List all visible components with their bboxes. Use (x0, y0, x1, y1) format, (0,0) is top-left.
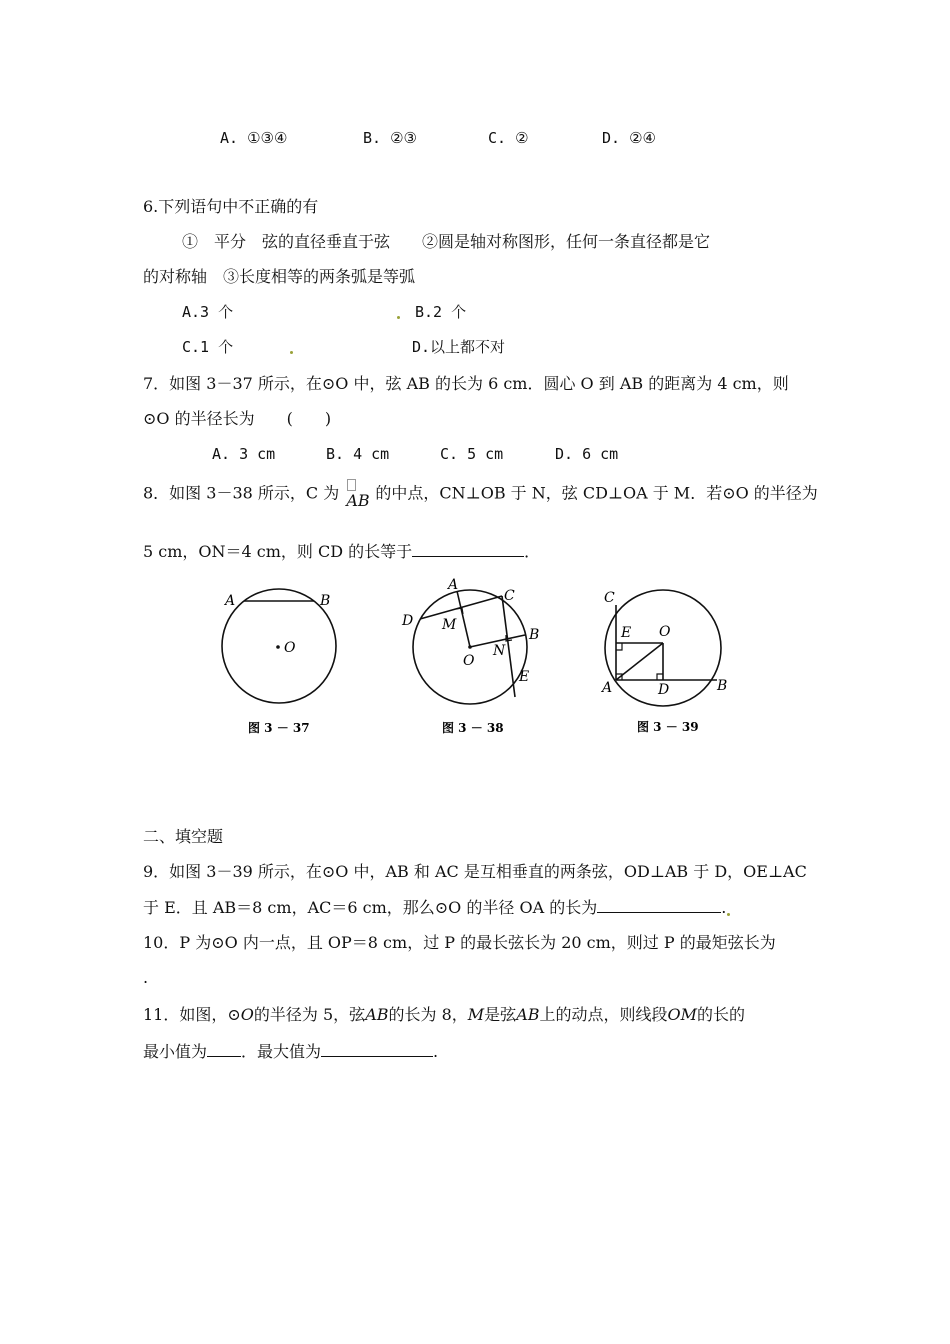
arc-ab-label: AB (346, 491, 370, 510)
label-e: E (621, 625, 632, 641)
label-o: O (284, 640, 296, 656)
q11-max-label: ．最大值为 (241, 1042, 322, 1061)
label-b: B (320, 593, 331, 609)
figure-3-39 (595, 573, 745, 740)
label-m: M (442, 617, 457, 633)
figure-3-37-caption: 图 3 － 37 (248, 721, 310, 735)
q7-option-c: C. 5 cm (440, 445, 504, 463)
q11-min-blank[interactable] (207, 1040, 241, 1057)
q10-stem-line1: 10．P 为⊙O 内一点，且 OP＝8 cm，过 P 的最长弦长为 20 cm，则过 P 的最矩弦长为 (143, 933, 776, 952)
q11-var-m: M (467, 1005, 485, 1024)
figure-3-37-drawing (210, 585, 360, 740)
q11-text: 是弦 (484, 1005, 517, 1024)
q10-stem-line2: . (143, 968, 149, 987)
q7-stem-line1: 7．如图 3－37 所示，在⊙O 中，弦 AB 的长为 6 cm．圆心 O 到 AB 的距离为 4 cm，则 (143, 374, 789, 393)
q11-period: . (433, 1042, 439, 1061)
section-title: 二、填空题 (143, 827, 224, 846)
q9-stem-line2-text: 于 E．且 AB＝8 cm，AC＝6 cm，那么⊙O 的半径 OA 的长为 (143, 898, 598, 917)
label-a: A (448, 577, 459, 593)
q9-answer-blank[interactable] (597, 896, 721, 913)
label-o: O (463, 653, 475, 669)
q11-text: 上的动点，则线段 (539, 1005, 668, 1024)
label-a: A (602, 680, 613, 696)
q7-option-b: B. 4 cm (326, 445, 390, 463)
label-a: A (225, 593, 236, 609)
label-n: N (493, 643, 506, 659)
q11-var-om: OM (667, 1005, 698, 1024)
figure-3-38 (398, 573, 548, 740)
label-d: D (658, 682, 670, 698)
speck-mark (397, 316, 400, 319)
q11-var-o: O (240, 1005, 254, 1024)
arc-ab-symbol (344, 479, 370, 509)
q11-var-ab: AB (365, 1005, 389, 1024)
q5-option-b: B. ②③ (363, 129, 417, 147)
label-e: E (519, 669, 530, 685)
q7-stem-line2: ⊙O 的半径长为 ( ) (143, 409, 332, 428)
label-c: C (504, 588, 515, 604)
q9-stem-line1: 9．如图 3－39 所示，在⊙O 中，AB 和 AC 是互相垂直的两条弦，OD⊥AB 于 D，OE⊥AC (143, 862, 807, 881)
q11-max-blank[interactable] (321, 1040, 433, 1057)
speck-mark (290, 351, 293, 354)
figure-3-39-drawing (595, 573, 745, 740)
q8-stem-line1 (143, 479, 818, 509)
figure-3-39-caption: 图 3 － 39 (637, 720, 699, 734)
q11-min-label: 最小值为 (143, 1042, 208, 1061)
q7-option-a: A. 3 cm (212, 445, 276, 463)
q11-text: 的长为 8， (388, 1005, 468, 1024)
q5-option-d: D. ②④ (602, 129, 656, 147)
q11-text: 的半径为 5，弦 (253, 1005, 366, 1024)
q9-stem-line2: 于 E．且 AB＝8 cm，AC＝6 cm，那么⊙O 的半径 OA 的长为 . (143, 898, 727, 917)
label-c: C (604, 590, 615, 606)
q6-statement-line2: 的对称轴 ③长度相等的两条弧是等弧 (143, 267, 416, 286)
q8-stem-part2: 的中点，CN⊥OB 于 N，弦 CD⊥OA 于 M．若⊙O 的半径为 (375, 483, 818, 503)
q11-text: 11．如图，⊙ (143, 1005, 241, 1024)
label-b: B (529, 627, 540, 643)
figure-3-38-drawing (398, 573, 548, 740)
q6-option-a: A.3 个 (182, 303, 234, 321)
q8-stem-line2-text: 5 cm，ON＝4 cm，则 CD 的长等于 (143, 542, 413, 561)
q5-option-c: C. ② (488, 129, 529, 147)
q8-answer-blank[interactable] (412, 540, 524, 557)
label-o: O (659, 624, 671, 640)
q7-option-d: D. 6 cm (555, 445, 619, 463)
q11-stem-line1 (143, 1004, 745, 1026)
q6-option-c: C.1 个 (182, 338, 234, 356)
q11-text: 的长的 (697, 1005, 746, 1024)
label-d: D (402, 613, 414, 629)
q6-option-b: B.2 个 (415, 303, 467, 321)
label-b: B (717, 678, 728, 694)
figure-3-37 (210, 585, 360, 740)
speck-mark (727, 913, 730, 916)
q5-option-a: A. ①③④ (220, 129, 288, 147)
q6-statement-line1: ① 平分 弦的直径垂直于弦 ②圆是轴对称图形，任何一条直径都是它 (182, 232, 711, 251)
q8-stem-line2: 5 cm，ON＝4 cm，则 CD 的长等于 ． (143, 542, 541, 561)
q8-stem-part1: 8．如图 3－38 所示，C 为 (143, 483, 340, 503)
q11-stem-line2 (143, 1040, 438, 1063)
figure-3-38-caption: 图 3 － 38 (442, 721, 504, 735)
q11-var-ab: AB (516, 1005, 540, 1024)
q6-option-d: D.以上都不对 (412, 338, 506, 356)
q6-stem: 6.下列语句中不正确的有 (143, 197, 319, 216)
